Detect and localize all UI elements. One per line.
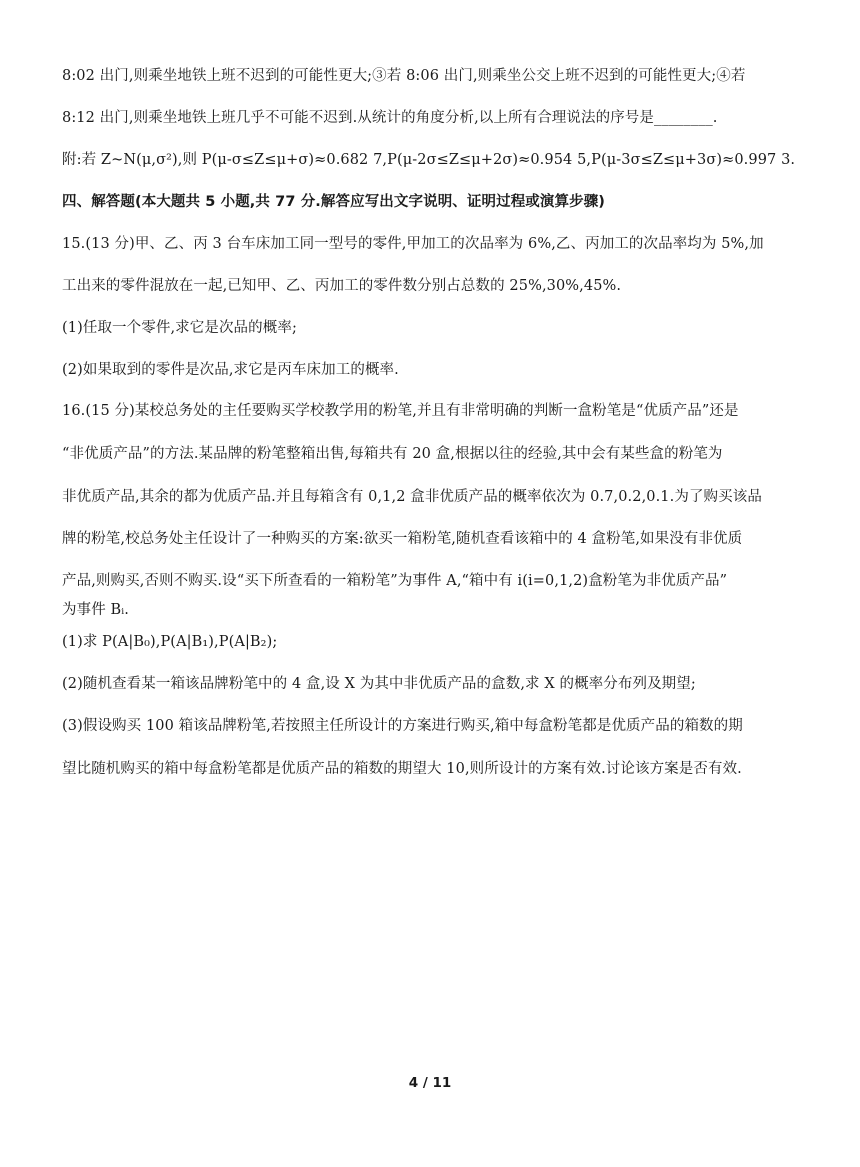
text-line: (2)随机查看某一箱该品牌粉笔中的 4 盒,设 X 为其中非优质产品的盒数,求 X 的概率分布列及期望;	[62, 676, 696, 692]
text-line: (2)如果取到的零件是次品,求它是丙车床加工的概率.	[62, 362, 399, 378]
text-line: (3)假设购买 100 箱该品牌粉笔,若按照主任所设计的方案进行购买,箱中每盒粉笔都是优质产品的箱数的期	[62, 718, 743, 734]
section-heading: 四、解答题(本大题共 5 小题,共 77 分.解答应写出文字说明、证明过程或演算步骤)	[62, 194, 606, 210]
text-line: 牌的粉笔,校总务处主任设计了一种购买的方案:欲买一箱粉笔,随机查看该箱中的 4 盒粉笔,如果没有非优质	[62, 531, 743, 547]
text-line: 附:若 Z~N(μ,σ²),则 P(μ-σ≤Z≤μ+σ)≈0.682 7,P(μ-2σ≤Z≤μ+2σ)≈0.954 5,P(μ-3σ≤Z≤μ+3σ)≈0.997 3.	[62, 152, 796, 168]
text-line: (1)任取一个零件,求它是次品的概率;	[62, 320, 297, 336]
text-line: 8:02 出门,则乘坐地铁上班不迟到的可能性更大;③若 8:06 出门,则乘坐公交上班不迟到的可能性更大;④若	[62, 68, 746, 84]
text-line: 为事件 Bᵢ.	[62, 602, 129, 618]
text-line: 工出来的零件混放在一起,已知甲、乙、丙加工的零件数分别占总数的 25%,30%,45%.	[62, 278, 622, 294]
text-line: 8:12 出门,则乘坐地铁上班几乎不可能不迟到.从统计的角度分析,以上所有合理说法的序号是________.	[62, 110, 718, 126]
page-number: 4 / 11	[408, 1075, 452, 1091]
text-line: “非优质产品”的方法.某品牌的粉笔整箱出售,每箱共有 20 盒,根据以往的经验,其中会有某些盒的粉笔为	[62, 446, 723, 462]
text-line: 产品,则购买,否则不购买.设“买下所查看的一箱粉笔”为事件 A,“箱中有 i(i=0,1,2)盒粉笔为非优质产品”	[62, 573, 728, 589]
text-line: 非优质产品,其余的都为优质产品.并且每箱含有 0,1,2 盒非优质产品的概率依次为 0.7,0.2,0.1.为了购买该品	[62, 489, 762, 505]
text-line: 15.(13 分)甲、乙、丙 3 台车床加工同一型号的零件,甲加工的次品率为 6%,乙、丙加工的次品率均为 5%,加	[62, 236, 764, 252]
text-line: 望比随机购买的箱中每盒粉笔都是优质产品的箱数的期望大 10,则所设计的方案有效.讨论该方案是否有效.	[62, 761, 742, 777]
text-line: 16.(15 分)某校总务处的主任要购买学校教学用的粉笔,并且有非常明确的判断一盒粉笔是“优质产品”还是	[62, 403, 739, 419]
text-line: (1)求 P(A|B₀),P(A|B₁),P(A|B₂);	[62, 634, 278, 650]
